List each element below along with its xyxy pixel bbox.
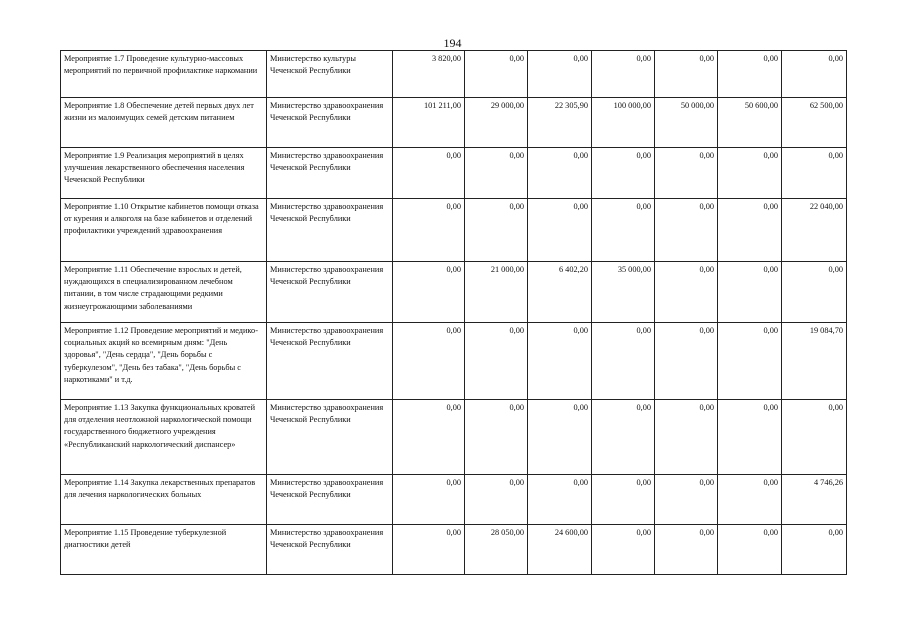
table-row <box>61 400 847 475</box>
value-cell: 0,00 <box>393 262 465 323</box>
budget-table <box>60 50 847 575</box>
measure-description: Мероприятие 1.15 Проведение туберкулезной диагностики детей <box>61 525 267 575</box>
value-cell: 0,00 <box>465 148 528 199</box>
value-cell: 0,00 <box>782 262 847 323</box>
executor-cell: Министерство культуры Чеченской Республики <box>267 51 393 98</box>
value-cell: 22 040,00 <box>782 199 847 262</box>
value-cell: 0,00 <box>592 525 655 575</box>
value-cell: 100 000,00 <box>592 98 655 148</box>
value-cell: 0,00 <box>718 475 782 525</box>
value-cell: 0,00 <box>465 323 528 400</box>
executor-cell: Министерство здравоохранения Чеченской Республики <box>267 323 393 400</box>
value-cell: 50 600,00 <box>718 98 782 148</box>
measure-description: Мероприятие 1.9 Реализация мероприятий в целях улучшения лекарственного обеспечения населения Чеченской Республики <box>61 148 267 199</box>
value-cell: 0,00 <box>393 148 465 199</box>
executor-cell: Министерство здравоохранения Чеченской Республики <box>267 199 393 262</box>
value-cell: 0,00 <box>528 199 592 262</box>
value-cell: 0,00 <box>718 199 782 262</box>
value-cell: 0,00 <box>592 199 655 262</box>
value-cell: 0,00 <box>655 51 718 98</box>
value-cell: 0,00 <box>528 400 592 475</box>
value-cell: 0,00 <box>528 475 592 525</box>
value-cell: 0,00 <box>718 400 782 475</box>
value-cell: 0,00 <box>782 148 847 199</box>
value-cell: 29 000,00 <box>465 98 528 148</box>
value-cell: 0,00 <box>393 400 465 475</box>
measure-description: Мероприятие 1.7 Проведение культурно-массовых мероприятий по первичной профилактике наркомании <box>61 51 267 98</box>
value-cell: 0,00 <box>592 475 655 525</box>
value-cell: 6 402,20 <box>528 262 592 323</box>
table-row <box>61 148 847 199</box>
table-row <box>61 323 847 400</box>
value-cell: 3 820,00 <box>393 51 465 98</box>
value-cell: 0,00 <box>465 199 528 262</box>
value-cell: 0,00 <box>718 262 782 323</box>
measure-description: Мероприятие 1.14 Закупка лекарственных препаратов для лечения наркологических больных <box>61 475 267 525</box>
table-row <box>61 199 847 262</box>
value-cell: 0,00 <box>393 475 465 525</box>
value-cell: 35 000,00 <box>592 262 655 323</box>
value-cell: 28 050,00 <box>465 525 528 575</box>
value-cell: 0,00 <box>528 51 592 98</box>
page-number: 194 <box>443 36 462 50</box>
executor-cell: Министерство здравоохранения Чеченской Республики <box>267 475 393 525</box>
value-cell: 0,00 <box>718 51 782 98</box>
executor-cell: Министерство здравоохранения Чеченской Республики <box>267 525 393 575</box>
value-cell: 22 305,90 <box>528 98 592 148</box>
value-cell: 0,00 <box>393 525 465 575</box>
value-cell: 0,00 <box>592 400 655 475</box>
value-cell: 0,00 <box>655 148 718 199</box>
value-cell: 101 211,00 <box>393 98 465 148</box>
value-cell: 0,00 <box>655 199 718 262</box>
value-cell: 0,00 <box>718 323 782 400</box>
table-row <box>61 51 847 98</box>
value-cell: 4 746,26 <box>782 475 847 525</box>
value-cell: 0,00 <box>655 323 718 400</box>
value-cell: 0,00 <box>655 262 718 323</box>
value-cell: 19 084,70 <box>782 323 847 400</box>
value-cell: 0,00 <box>655 475 718 525</box>
value-cell: 0,00 <box>655 525 718 575</box>
value-cell: 50 000,00 <box>655 98 718 148</box>
value-cell: 0,00 <box>393 323 465 400</box>
executor-cell: Министерство здравоохранения Чеченской Республики <box>267 400 393 475</box>
value-cell: 0,00 <box>782 400 847 475</box>
value-cell: 0,00 <box>655 400 718 475</box>
table-row <box>61 475 847 525</box>
value-cell: 24 600,00 <box>528 525 592 575</box>
value-cell: 0,00 <box>592 323 655 400</box>
measure-description: Мероприятие 1.12 Проведение мероприятий и медико-социальных акций ко всемирным дням: "День здоровья", "День сердца", "День борьбы с туберкулезом", "День без табака", "День борьбы с наркотиками" и т.д. <box>61 323 267 400</box>
value-cell: 0,00 <box>782 525 847 575</box>
table-row <box>61 262 847 323</box>
value-cell: 62 500,00 <box>782 98 847 148</box>
measure-description: Мероприятие 1.13 Закупка функциональных кроватей для отделения неотложной наркологической помощи государственного бюджетного учреждения «Республиканский наркологический диспансер» <box>61 400 267 475</box>
executor-cell: Министерство здравоохранения Чеченской Республики <box>267 98 393 148</box>
measure-description: Мероприятие 1.11 Обеспечение взрослых и детей, нуждающихся в специализированном лечебном питании, в том числе страдающими редкими жизнеугрожающими заболеваниями <box>61 262 267 323</box>
value-cell: 21 000,00 <box>465 262 528 323</box>
value-cell: 0,00 <box>782 51 847 98</box>
value-cell: 0,00 <box>465 51 528 98</box>
executor-cell: Министерство здравоохранения Чеченской Республики <box>267 148 393 199</box>
value-cell: 0,00 <box>465 400 528 475</box>
value-cell: 0,00 <box>393 199 465 262</box>
value-cell: 0,00 <box>528 148 592 199</box>
value-cell: 0,00 <box>465 475 528 525</box>
value-cell: 0,00 <box>718 148 782 199</box>
table-row <box>61 525 847 575</box>
executor-cell: Министерство здравоохранения Чеченской Республики <box>267 262 393 323</box>
measure-description: Мероприятие 1.8 Обеспечение детей первых двух лет жизни из малоимущих семей детским питанием <box>61 98 267 148</box>
value-cell: 0,00 <box>592 51 655 98</box>
value-cell: 0,00 <box>592 148 655 199</box>
measure-description: Мероприятие 1.10 Открытие кабинетов помощи отказа от курения и алкоголя на базе кабинетов и отделений профилактики учреждений здравоохранения <box>61 199 267 262</box>
value-cell: 0,00 <box>718 525 782 575</box>
value-cell: 0,00 <box>528 323 592 400</box>
table-row <box>61 98 847 148</box>
